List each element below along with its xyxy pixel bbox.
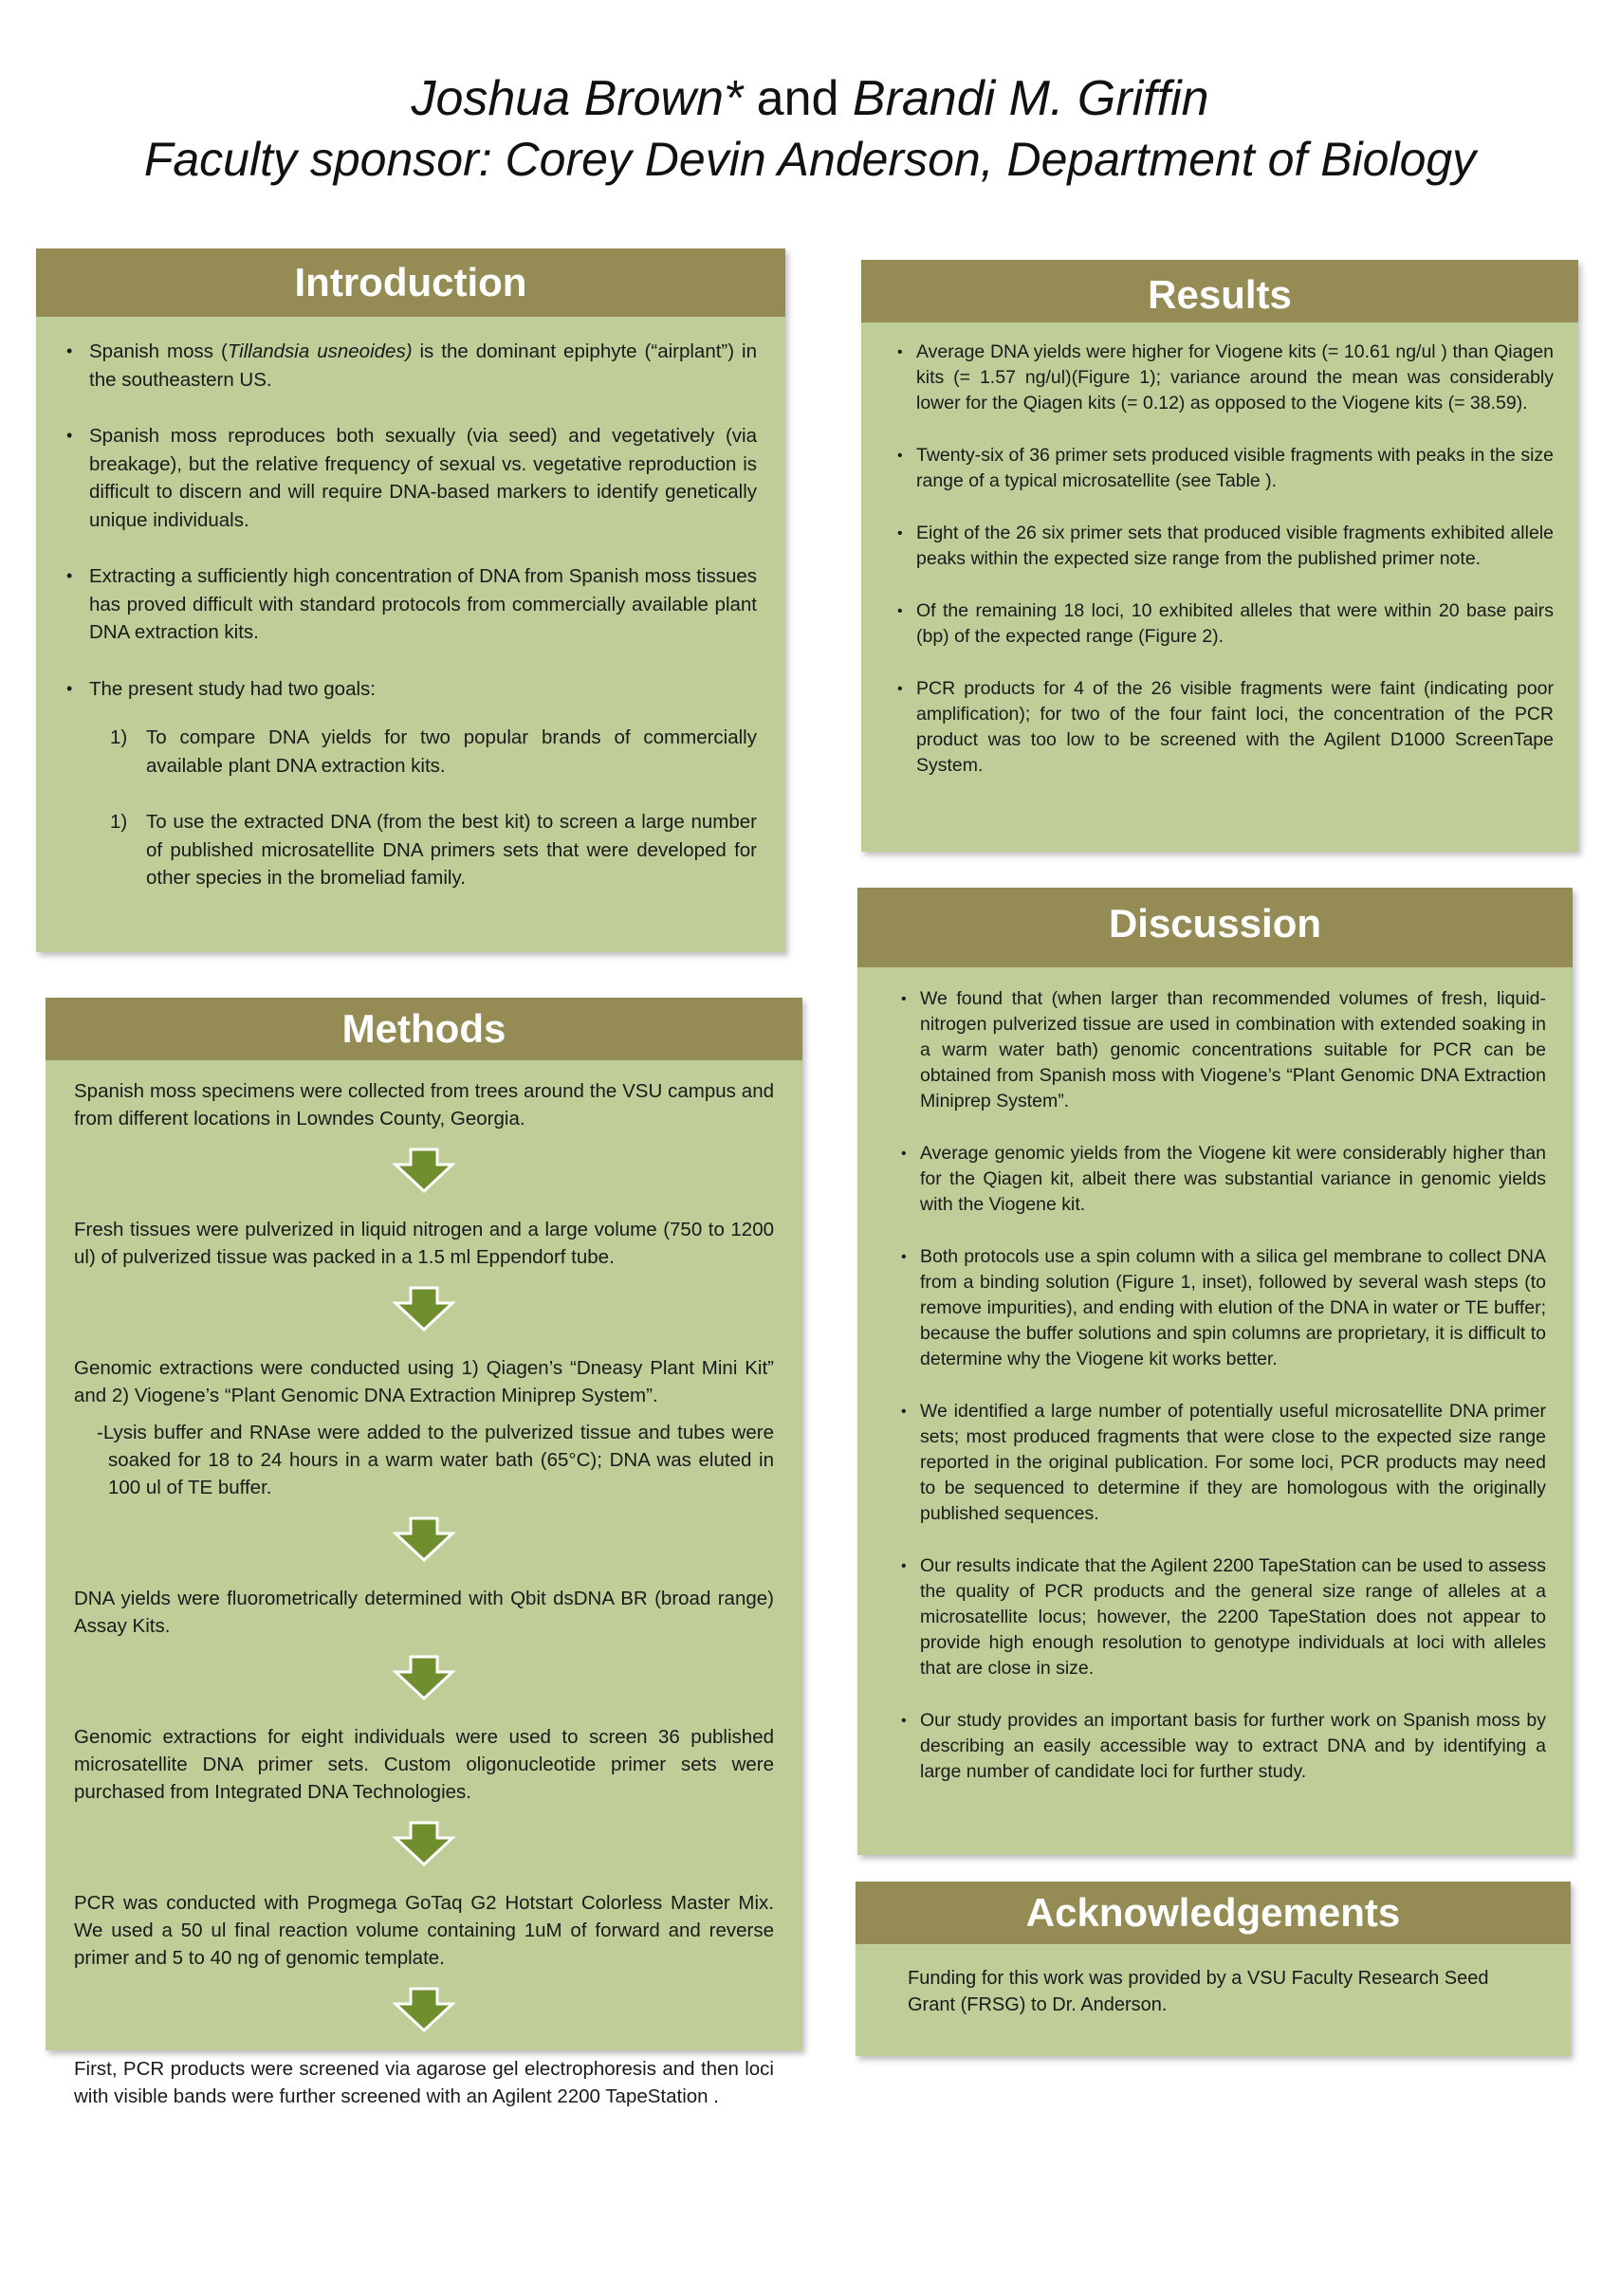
introduction-bullets	[64, 338, 757, 703]
list-item: • Twenty-six of 36 primer sets produced visible fragments with peaks in the size range of a typical microsatellite (see Table ).	[897, 443, 1554, 494]
acknowledgements-text: Funding for this work was provided by a VSU Faculty Research Seed Grant (FRSG) to Dr. Anderson.	[908, 1968, 1489, 2015]
list-item: • We identified a large number of potentially useful microsatellite DNA primer sets; most produced fragments that were close to the expected size range reported in the original publication. For some loci, PCR products may need to be sequenced to determine if they are homologous with the originally published sequences.	[901, 1399, 1546, 1527]
results-bullets	[897, 340, 1554, 779]
discussion-title: Discussion	[857, 888, 1573, 967]
poster-header	[0, 68, 1620, 190]
method-step-3-detail: -Lysis buffer and RNAse were added to the pulverized tissue and tubes were soaked for 18 to 24 hours in a warm water bath (65°C); DNA was eluted in 100 ul of TE buffer.	[97, 1422, 774, 1498]
list-item: • Of the remaining 18 loci, 10 exhibited alleles that were within 20 base pairs (bp) of the expected range (Figure 2).	[897, 598, 1554, 650]
acknowledgements-title: Acknowledgements	[856, 1882, 1571, 1944]
list-item: • Spanish moss reproduces both sexually (via seed) and vegetatively (via breakage), but the relative frequency of sexual vs. vegetative reproduction is difficult to discern and will require DNA-based markers to identify genetically unique individuals.	[64, 422, 757, 534]
and-word: and	[756, 71, 839, 126]
list-item: • Both protocols use a spin column with a silica gel membrane to collect DNA from a binding solution (Figure 1, inset), followed by several wash steps (to remove impurities), and ending with elution of the DNA in water or TE buffer; because the buffer solutions and spin columns are proprietary, it is difficult to determine why the Viogene kit works better.	[901, 1244, 1546, 1372]
down-arrow-icon	[386, 1284, 462, 1333]
down-arrow-icon	[386, 1985, 462, 2034]
method-step-7: First, PCR products were screened via agarose gel electrophoresis and then loci with visible bands were further screened with an Agilent 2200 TapeStation .	[74, 2058, 774, 2107]
authors-line	[0, 68, 1620, 129]
list-item: • PCR products for 4 of the 26 visible fragments were faint (indicating poor amplification); for two of the four faint loci, the concentration of the PCR product was too low to be screened with the Agilent D1000 ScreenTape System.	[897, 676, 1554, 779]
discussion-panel	[857, 888, 1573, 1855]
list-item: • Extracting a sufficiently high concentration of DNA from Spanish moss tissues has proved difficult with standard protocols from commercially available plant DNA extraction kits.	[64, 562, 757, 647]
species-name: Tillandsia usneoides)	[227, 340, 413, 362]
discussion-bullets	[901, 986, 1546, 1785]
author-1: Joshua Brown*	[411, 71, 744, 126]
introduction-panel	[36, 248, 785, 952]
method-step-1: Spanish moss specimens were collected from trees around the VSU campus and from different locations in Lowndes County, Georgia.	[74, 1080, 774, 1130]
down-arrow-icon	[386, 1146, 462, 1195]
list-item: • Our study provides an important basis for further work on Spanish moss by describing an easily accessible way to extract DNA and by identifying a large number of candidate loci for further study.	[901, 1708, 1546, 1785]
down-arrow-icon	[386, 1819, 462, 1868]
list-item: • The present study had two goals:	[64, 675, 757, 704]
down-arrow-icon	[386, 1515, 462, 1564]
methods-title: Methods	[46, 998, 802, 1060]
method-step-5: Genomic extractions for eight individuals were used to screen 36 published microsatellite DNA primer sets. Custom oligonucleotide primer sets were purchased from Integrated DNA Technologies.	[74, 1726, 774, 1803]
down-arrow-icon	[386, 1653, 462, 1702]
faculty-sponsor: Faculty sponsor: Corey Devin Anderson, Department of Biology	[143, 133, 1477, 186]
method-step-2: Fresh tissues were pulverized in liquid nitrogen and a large volume (750 to 1200 ul) of pulverized tissue was packed in a 1.5 ml Eppendorf tube.	[74, 1219, 774, 1268]
method-step-6: PCR was conducted with Progmega GoTaq G2 Hotstart Colorless Master Mix. We used a 50 ul final reaction volume containing 1uM of forward and reverse primer and 5 to 40 ng of genomic template.	[74, 1892, 774, 1969]
author-2: Brandi M. Griffin	[852, 71, 1209, 126]
method-step-3: Genomic extractions were conducted using 1) Qiagen’s “Dneasy Plant Mini Kit” and 2) Viogene’s “Plant Genomic DNA Extraction Miniprep System”.	[74, 1357, 774, 1406]
introduction-title: Introduction	[36, 248, 785, 317]
goal-item: 1) To compare DNA yields for two popular brands of commercially available plant DNA extraction kits.	[110, 726, 757, 777]
list-item: • Average genomic yields from the Viogene kit were considerably higher than for the Qiagen kit, albeit there was substantial variance in genomic yields with the Viogene kit.	[901, 1141, 1546, 1218]
list-item: • Our results indicate that the Agilent 2200 TapeStation can be used to assess the quality of PCR products and the general size range of alleles at a microsatellite locus; however, the 2200 TapeStation does not appear to provide high enough resolution to genotype individuals at loci with alleles that are close in size.	[901, 1553, 1546, 1681]
acknowledgements-panel	[856, 1882, 1571, 2056]
method-step-4: DNA yields were fluorometrically determined with Qbit dsDNA BR (broad range) Assay Kits.	[74, 1588, 774, 1637]
list-item: • Average DNA yields were higher for Viogene kits (= 10.61 ng/ul ) than Qiagen kits (= 1.57 ng/ul)(Figure 1); variance around the mean was considerably lower for the Qiagen kits (= 0.12) as opposed to the Viogene kits (= 38.59).	[897, 340, 1554, 416]
methods-panel	[46, 998, 802, 2107]
list-item: • We found that (when larger than recommended volumes of fresh, liquid-nitrogen pulverized tissue are used in combination with extended soaking in a warm water bath) genomic concentrations suitable for PCR can be obtained from Spanish moss with Viogene’s “Plant Genomic DNA Extraction Miniprep System”.	[901, 986, 1546, 1114]
list-item: • Spanish moss (Tillandsia usneoides) is the dominant epiphyte (“airplant”) in the southeastern US.	[64, 338, 757, 394]
results-panel	[861, 260, 1578, 852]
goal-item: 1) To use the extracted DNA (from the best kit) to screen a large number of published microsatellite DNA primers sets that were developed for other species in the bromeliad family.	[110, 811, 757, 889]
list-item: • Eight of the 26 six primer sets that produced visible fragments exhibited allele peaks within the expected size range from the published primer note.	[897, 521, 1554, 572]
results-title: Results	[861, 260, 1578, 322]
goals-list	[110, 724, 757, 892]
